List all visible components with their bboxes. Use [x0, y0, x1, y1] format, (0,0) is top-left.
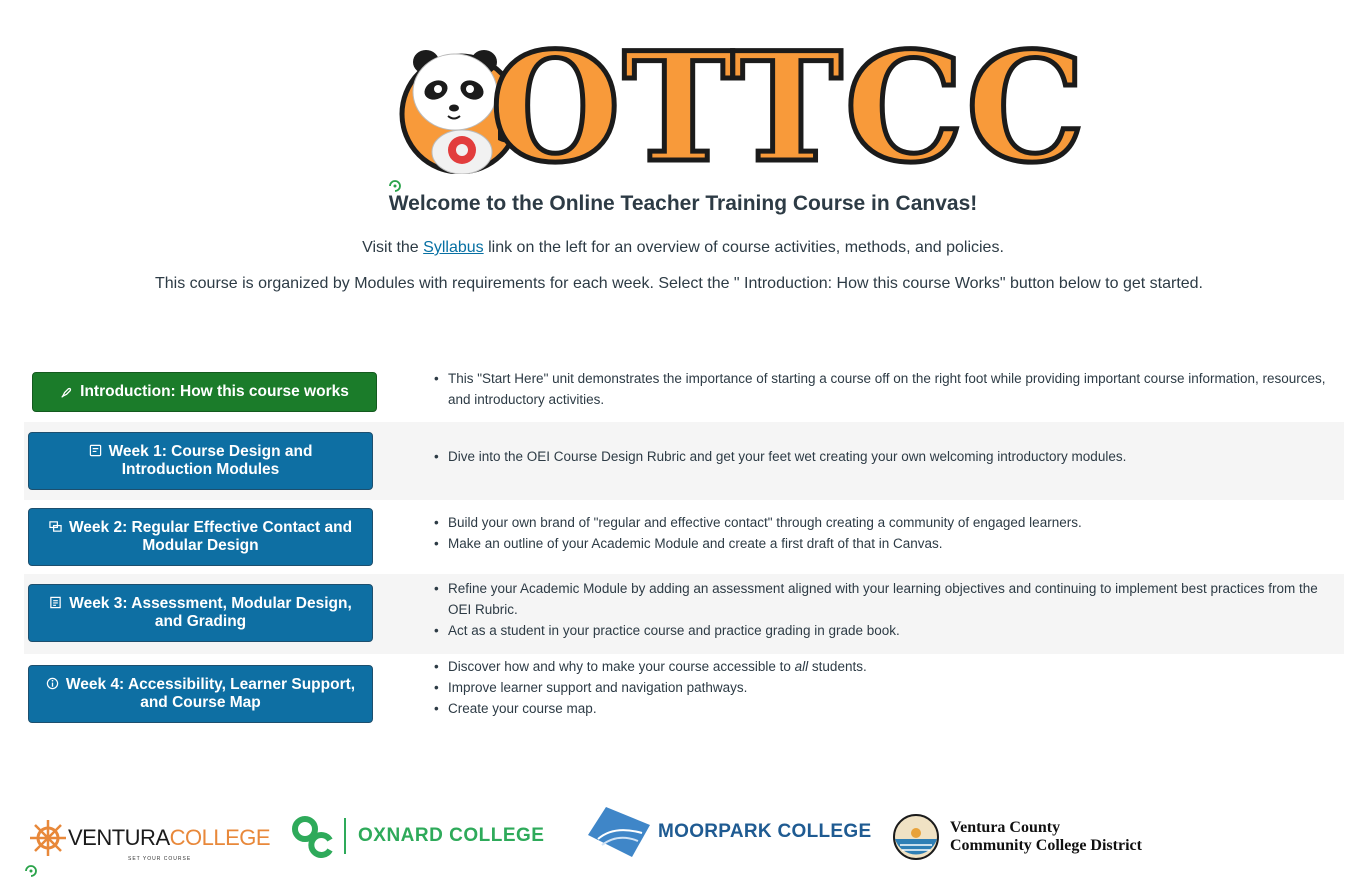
module-row-week2: [24, 500, 1344, 574]
list-item: • This "Start Here" unit demonstrates the importance of starting a course off on the right foot while providing important course information, resources, and introductory activities.: [448, 368, 1328, 410]
list-item: • Make an outline of your Academic Module and create a first draft of that in Canvas.: [448, 533, 1328, 554]
college-logos: [0, 800, 1366, 870]
syllabus-intro-text: Visit the Syllabus link on the left for an overview of course activities, methods, and policies.: [362, 239, 1004, 256]
list-item: • Build your own brand of "regular and effective contact" through creating a community of engaged learners.: [448, 512, 1328, 533]
ottcc-wordmark: OTTCC: [490, 20, 1088, 196]
list-item: • Create your course map.: [448, 698, 1328, 719]
intro-module-button[interactable]: Introduction: How this course works: [32, 372, 377, 412]
moorpark-mark-icon: [584, 805, 652, 859]
page-title: Welcome to the Online Teacher Training Course in Canvas!: [388, 192, 978, 215]
oxnard-mark-icon: [290, 814, 334, 858]
list-item: • Refine your Academic Module by adding an assessment aligned with your learning objectives and continuing to implement best practices from the OEI Rubric.: [448, 578, 1328, 620]
ventura-college-logo: VENTURACOLLEGE SET YOUR COURSE: [28, 816, 270, 860]
week1-module-button[interactable]: Week 1: Course Design and Introduction Modules: [28, 432, 373, 490]
syllabus-link[interactable]: Syllabus: [423, 239, 484, 256]
discussion-icon: [49, 520, 62, 533]
moorpark-college-logo: MOORPARK COLLEGE: [584, 804, 871, 860]
week3-bullets: [448, 578, 1328, 641]
list-item: • Improve learner support and navigation pathways.: [448, 677, 1328, 698]
reload-icon[interactable]: [24, 864, 38, 878]
ship-wheel-icon: [28, 818, 68, 858]
vccd-logo: Ventura County Community College District: [892, 812, 1142, 862]
week2-module-button[interactable]: Week 2: Regular Effective Contact and Modular Design: [28, 508, 373, 566]
info-icon: [46, 677, 59, 690]
list-item: • Discover how and why to make your course accessible to all students.: [448, 656, 1328, 677]
week4-module-button[interactable]: Week 4: Accessibility, Learner Support, and Course Map: [28, 665, 373, 723]
rocket-icon: [60, 386, 73, 399]
list-item: • Act as a student in your practice course and practice grading in grade book.: [448, 620, 1328, 641]
vccd-seal-icon: [892, 813, 940, 861]
week4-bullets: [448, 656, 1328, 719]
module-row-week4: [24, 654, 1344, 734]
intro-bullets: [448, 368, 1328, 410]
module-row-week1: [24, 422, 1344, 500]
list-item: • Dive into the OEI Course Design Rubric and get your feet wet creating your own welcoming introductory modules.: [448, 446, 1328, 467]
quiz-icon: [49, 596, 62, 609]
week2-bullets: [448, 512, 1328, 554]
module-row-week3: [24, 574, 1344, 654]
module-list: [24, 362, 1344, 734]
course-organization-text: This course is organized by Modules with requirements for each week. Select the " Introduction: How this course Works" button below to get started.: [154, 275, 1203, 292]
module-icon: [89, 444, 102, 457]
week1-bullets: [448, 446, 1328, 467]
reload-icon[interactable]: [388, 179, 402, 193]
divider: [344, 818, 346, 854]
ottcc-logo: [398, 20, 1088, 196]
module-row-intro: [24, 362, 1344, 422]
week3-module-button[interactable]: Week 3: Assessment, Modular Design, and Grading: [28, 584, 373, 642]
oxnard-college-logo: OXNARD COLLEGE: [290, 814, 544, 858]
